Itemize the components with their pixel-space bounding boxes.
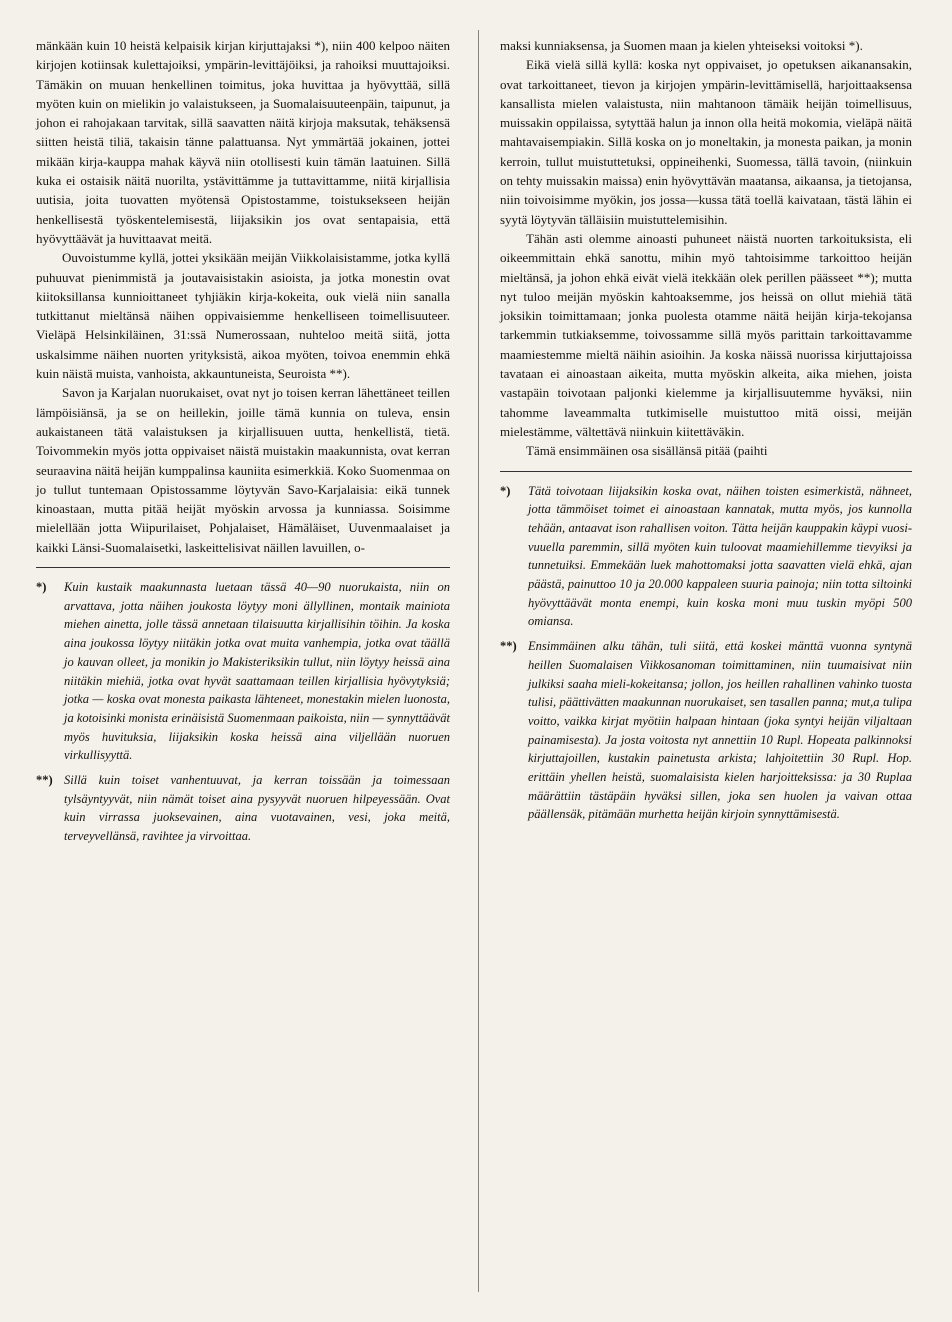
left-footnote-1 — [36, 578, 450, 765]
footnote-text: Sillä kuin toiset vanhentuuvat, ja kerran toissään ja toimessaan tylsäyntyyvät, niin nämät toiset aina pysyyvät nuoruen hilpeyessään. Ovat kuin virrassa juoksevainen, aina vuotavainen, vesi, joka meitä, terveyvellänsä, ravihtee ja virvoittaa. — [64, 773, 450, 844]
footnote-text: Tätä toivotaan liijaksikin koska ovat, näihen toisten esimerkistä, nähneet, jotta tämmöiset toimet ei ainoastaan kannatak, mutta myös, jos kunnolla tehään, antaavat ison rahallisen voiton. Tätta heijän kauppakin käypi vuosi-vuuella paremmin, sillä myöten kuin tuloovat maamiehillemme tievyiksi ja tunnetuiksi. Emmekään luek mahottomaksi jotta saavatten vielä ehkä, ajan päästä, painuttoo 10 ja 20.000 kappaleen suuria painoja; niin totta siltoinki hyövyttäävät monta enempi, kuin koska moni muu tuskin myöpi 500 omiansa. — [528, 483, 912, 629]
right-footnote-1 — [500, 482, 912, 632]
right-paragraph-3: Tähän asti olemme ainoasti puhuneet näistä nuorten tarkoituksista, eli oikeemmittain ehkä sanottu, mihin myö tahtoisimme tarkoittoo heijän mieltänsä, ja johon ehkä eivät vielä itekkään olek perillen päässeet **); mutta nyt tuloo meijän myöskin kahtoaksemme, jos heissä on ollut miehiä tätä joksikin toimittamaan; jonka puolesta otamme näitä heijän kirja-tekojansa tarkemmin tutkiaksemme, toivossamme sillä myös parittain tarkoittavamme maamiestemme mieltä näihin asioihin. Ja koska näissä nuorissa kirjuttajoissa tavataan ei ainoastaan aikeita, mutta myöskin alkeita, aika miehen, joista vastapäin toivotaan paljonki kielemme ja kirjallisuutemme hyväksi, niin tahomme laveammalta tutkimiselle muistuttoo mitä oissi, meijän mielestämme, vältettävä niinkuin kiitettäväkin. — [500, 230, 912, 439]
footnote-mark: *) — [36, 580, 47, 595]
left-column — [36, 36, 450, 846]
footnote-mark: **) — [36, 773, 53, 788]
footnote-separator — [500, 471, 912, 472]
right-paragraph-4: Tämä ensimmäinen osa sisällänsä pitää (paihti — [526, 443, 768, 459]
column-divider — [478, 30, 479, 1292]
right-paragraph-1: maksi kunniaksensa, ja Suomen maan ja kielen yhteiseksi voitoksi *). — [500, 38, 863, 53]
left-paragraph-1: mänkään kuin 10 heistä kelpaisik kirjan kirjuttajaksi *), niin 400 kelpoo näiten kirjojen kotiinsak kulettajoiksi, ympärin-levittäjöiksi, ja rahoiksi muuttajoiksi. Tämäkin on muuan henkellinen toimitus, joka huvittaa ja hyövyttää, sillä myöten kuin on mielikin jo valaistukseen, ja Suomalaisuuteenpäin, taipunut, ja johon ei rahojakaan tarvitak, sillä saavatten näitä kirjoja maksutak, tehäksensä siitten heistä tiliä, takaisin tänne palattuansa. Nyt ymmärtää jokainen, jottei mikään kirja-kauppa mahak käyvä niin otollisesti kuin tämän laatuinen. Sillä kuka ei ostaisik näitä nuorilta, ystävittämme ja tuttavittamme, niitä kirjallisia uutisia, joita tuovatten myötensä Opistostamme, toistuksekseen heijän henkellisestä työskentelemisestä, liijaksikin jos ovat sentapaisia, että hyövyttäävät ja huvittaavat meitä. — [36, 38, 450, 246]
left-paragraph-3: Savon ja Karjalan nuorukaiset, ovat nyt jo toisen kerran lähettäneet teillen lämpöisiänsä, ja se on heillekin, joille tämä kunnia on tuleva, ensin aukaistaneen tätä valaistuksen ja kirjallisuuen uutta, henkellistä, tietä. Toivommekin myös jotta oppivaiset näistä muistakin maakunnista, ovat kerran seuraavina näitä heijän kumppalinsa kauniita esimerkkiä. Koko Suomenmaa on jo tullut tuntemaan Opistossamme löytyvän Savo-Karjalaisia: eikä tunnek kinoastaan, mutta pitää heijät myöskin arvossa ja kunniassa. Soisimme mielellään jotta Wiipurilaiset, Pohjalaiset, Hämäläiset, Uuvenmaalaiset ja kaikki Länsi-Suomalaisetki, laskeittelisivat näillen lavuillen, o- — [36, 385, 450, 555]
footnote-text: Kuin kustaik maakunnasta luetaan tässä 40—90 nuorukaista, niin on arvattava, jotta näihen joukosta löytyy moni ällyllinen, montaik mainiota miehen ainetta, jolle tässä annetaan tilaisuutta kirjallisihin töihin. Ja koska aina joukossa löytyy niitäkin jotka ovat muita vanhempia, jotka ovat täällä jo kauvan olleet, ja monikin jo Makisteriksikin tullut, niin löytyy heissä aina niitäkin miehiä, jotka ovat hyvät saattamaan teillen kirjallisia hyövytyksiä; jotka — koska ovat monesta paikasta lähteneet, monestakin mielen luonosta, ja kotoisinki monista erinäisistä Suomenmaan paikoista, niin — synnyttäävät myös huvituksia, liijaksikin koska heissä aina viljellään nuoruen virkullisyyttä. — [64, 580, 450, 763]
left-paragraph-2: Ouvoistumme kyllä, jottei yksikään meijän Viikkolaisistamme, jotka kyllä puhuuvat pienimmistä ja joutavaisistakin asioista, ja jotka monestin ovat kiitoksillansa kunnioittaneet tyhjiäkin kirja-kokeita, ouk vielä niin sanalla tutkittanut mieltänsä näihen oppivaisiemme henkelliseen toimellisuuteer. Vieläpä Helsinkiläinen, 31:ssä Numerossaan, nuhteloo meitä siitä, jotta uskalsimme näihen nuorten yrityksistä, aikoa myöten, toivoa enemmin ehkä kuin näistä muista, vanhoista, akkauntuneista, Seuroista **). — [36, 250, 450, 382]
footnote-text: Ensimmäinen alku tähän, tuli siitä, että koskei mänttä vuonna syntynä heillen Suomalaisen Viikkosanoman toimittaminen, niin tuumaisivat niin julkiksi saaha mieli-kokeitansa; jollon, jos heillen rahallinen vahinko tuosta tulisi, päättivätten maakunnan nuorukaiset, sen tasallen panna; mut,a tulipa voitto, vaikka kirjat myötiin halpaan hintaan (joka syntyi heijän viljaltaan painamisesta). Ja josta voitosta nyt annettiin 10 Rupl. Hopeata palkinnoksi kirjuttajoillen, kustakin painetusta arkista; lahjoitettiin 30 Rupl. Hop. erittäin yhellen heistä, suomalaisista kielen harjoitteksissa: ja 30 Ruplaa määrättiin tästäpäin hyväksi sillen, joka sen huolen ja vaivan ottaa päällensäk, pitämään murhetta heijän kirjoin synnyttämisestä. — [528, 639, 912, 822]
footnote-separator — [36, 567, 450, 568]
right-column — [500, 36, 912, 824]
footnote-mark: **) — [500, 639, 517, 654]
right-paragraph-2: Eikä vielä sillä kyllä: koska nyt oppivaiset, jo opetuksen aikanansakin, ovat tarkoittaneet, tievon ja kirjojen ympärin-levittämisellä, harjoittaaksensa kansallista mielen valaistusta, niin mahtanoon tämäik heijän toimellisuus, muissakin oppilaissa, sytyttää halun ja innon olla heitä mokomia, vieläpä näitä mahtavaisempiakin. Sillä koska on jo moneltakin, ja monesta paikan, ja monin kerroin, tullut muistuttetuksi, oppineihenki, Suomessa, tällä tavoin, (niinkuin on tehty muissakin maissa) enin hyövyttävän maatansa, aikaansa, ja tietojansa, niin toivoisimme myökin, jos jossa—kussa tätä toellä kaivataan, tästä lähin ei syytä löytyvän tälläisiin muistuttelemisihin. — [500, 57, 912, 227]
right-footnote-2 — [500, 637, 912, 824]
footnote-mark: *) — [500, 483, 511, 498]
left-footnote-2 — [36, 771, 450, 846]
